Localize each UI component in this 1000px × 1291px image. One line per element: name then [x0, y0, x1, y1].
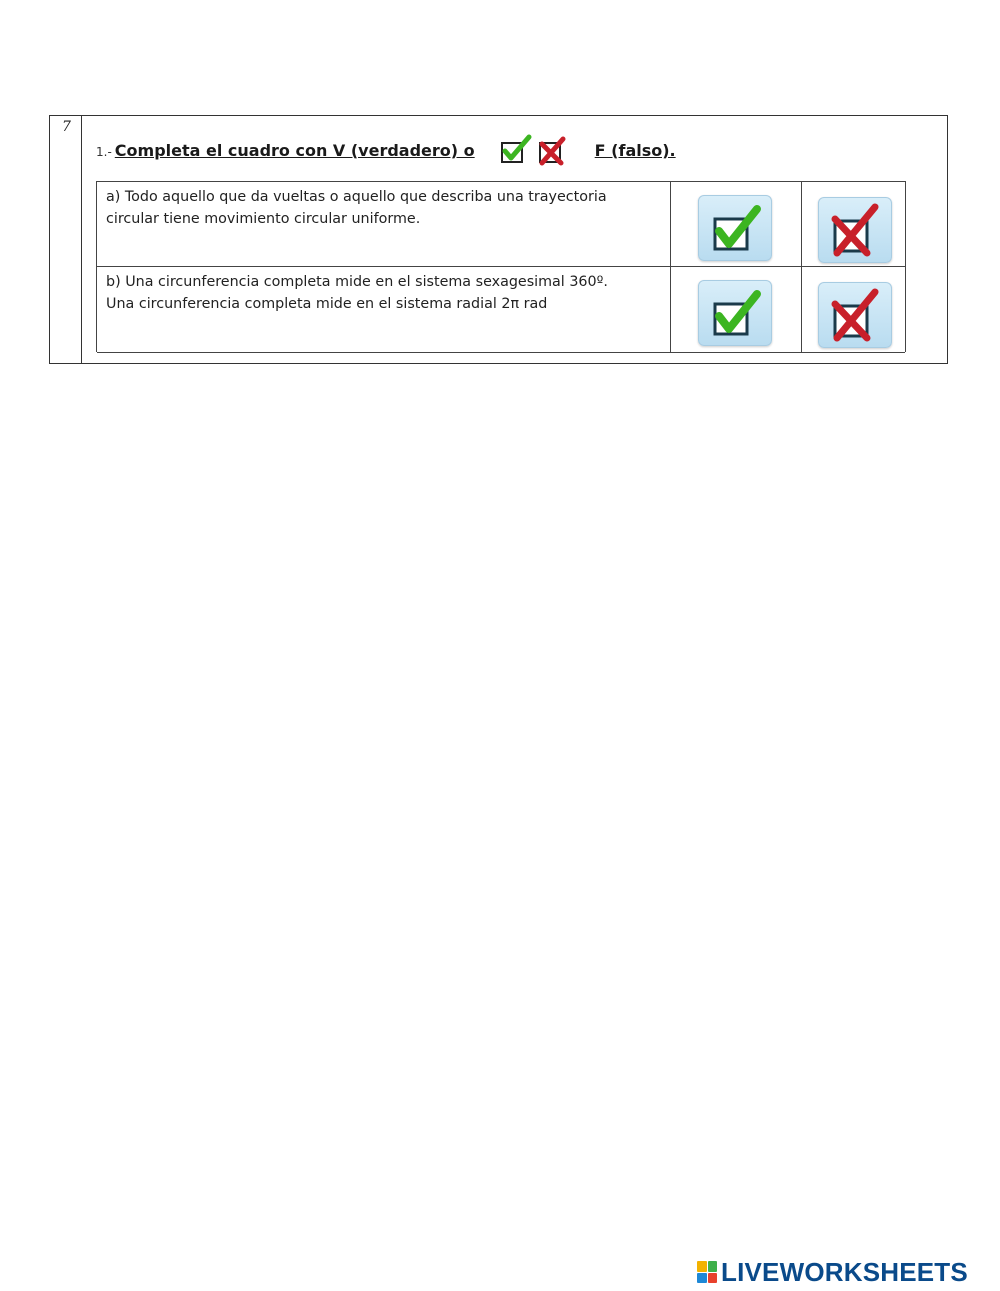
false-button[interactable]: [818, 282, 892, 348]
cross-icon: [829, 288, 883, 342]
cross-icon: [537, 134, 571, 166]
statement-b: [97, 267, 671, 352]
check-icon: [709, 201, 763, 255]
question-number: 7: [62, 119, 71, 135]
instruction-header: [96, 130, 716, 170]
false-cell: [802, 182, 905, 266]
statement-line: circular tiene movimiento circular uniforme.: [106, 211, 421, 227]
table-row: [97, 182, 905, 267]
instruction-title: Completa el cuadro con V (verdadero) o: [114, 140, 475, 160]
true-cell: [671, 267, 802, 352]
check-icon: [499, 134, 533, 166]
question-number-column: [50, 116, 82, 363]
legend-icons: [499, 134, 575, 166]
false-label: F (falso).: [594, 140, 676, 160]
instruction-number: 1.-: [96, 145, 112, 159]
false-button[interactable]: [818, 197, 892, 263]
cross-icon: [829, 203, 883, 257]
check-icon: [709, 286, 763, 340]
statement-line: Una circunferencia completa mide en el sistema radial 2π rad: [106, 296, 548, 312]
true-false-table: [96, 181, 906, 352]
statement-line: a) Todo aquello que da vueltas o aquello que describa una trayectoria: [106, 189, 607, 205]
table-row: [97, 267, 905, 353]
true-cell: [671, 182, 802, 266]
false-cell: [802, 267, 905, 352]
true-button[interactable]: [698, 280, 772, 346]
statement-line: b) Una circunferencia completa mide en el sistema sexagesimal 360º.: [106, 274, 608, 290]
liveworksheets-logo: [697, 1255, 968, 1289]
logo-text: LIVEWORKSHEETS: [721, 1256, 968, 1287]
true-button[interactable]: [698, 195, 772, 261]
statement-a: [97, 182, 671, 266]
logo-icon: [697, 1261, 717, 1283]
